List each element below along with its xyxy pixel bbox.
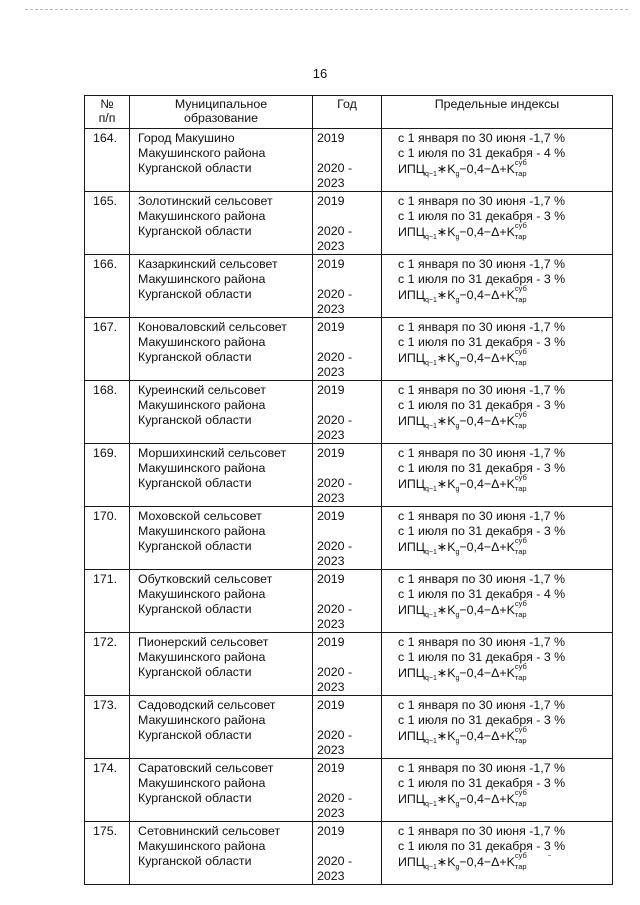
formula-k-indices	[514, 410, 531, 430]
municipality-line: Моховской сельсовет	[138, 509, 262, 523]
year-first: 2019	[317, 572, 345, 586]
formula-mid: ∗K	[436, 414, 456, 428]
formula-k-indices	[514, 536, 531, 556]
row-number: 169.	[85, 444, 130, 507]
formula-k-sup: суб	[514, 221, 527, 230]
table-row	[85, 444, 613, 507]
index-first-half: с 1 января по 30 июня -1,7 %	[398, 194, 566, 208]
formula-base: ИПЦ	[398, 225, 425, 239]
formula-tail: −0,4−Δ+K	[459, 792, 515, 806]
index-first-half: с 1 января по 30 июня -1,7 %	[398, 446, 566, 460]
formula-mid-sub: g	[455, 675, 460, 682]
table-row	[85, 381, 613, 444]
formula-k-sub: тар	[514, 862, 527, 871]
municipality-line: Макушинского района	[138, 587, 266, 601]
indices-cell	[382, 633, 613, 696]
table-row	[85, 507, 613, 570]
formula-k-sub: тар	[514, 736, 527, 745]
index-second-half: с 1 июля по 31 декабря - 3 %	[398, 776, 566, 790]
municipality-line: Курганской области	[138, 287, 252, 301]
year-first: 2019	[317, 194, 345, 208]
formula-k-sub: тар	[514, 295, 527, 304]
row-number: 174.	[85, 759, 130, 822]
municipality-cell	[130, 318, 313, 381]
formula-k-sub: тар	[514, 169, 527, 178]
index-second-half: с 1 июля по 31 декабря - 3 %	[398, 524, 566, 538]
formula-tail: −0,4−Δ+K	[459, 414, 515, 428]
table-header-row	[85, 96, 613, 129]
year-first: 2019	[317, 635, 345, 649]
row-number: 171.	[85, 570, 130, 633]
formula-base-sub: q−1	[424, 486, 437, 493]
index-formula	[398, 473, 612, 497]
header-num: № п/п	[85, 96, 130, 129]
municipality-line: Курганской области	[138, 791, 252, 805]
index-second-half: с 1 июля по 31 декабря - 3 %	[398, 650, 566, 664]
year-cell	[313, 633, 382, 696]
municipality-line: Макушинского района	[138, 650, 266, 664]
municipality-line: Макушинского района	[138, 398, 266, 412]
municipality-line: Саратовский сельсовет	[138, 761, 274, 775]
formula-mid: ∗K	[436, 666, 456, 680]
year-range: 2020 - 2023	[317, 350, 353, 379]
tariff-index-table	[84, 95, 613, 885]
page-number: 16	[312, 66, 328, 81]
indices-cell	[382, 192, 613, 255]
formula-base-sub: q−1	[424, 171, 437, 178]
municipality-line: Курганской области	[138, 539, 252, 553]
formula-k-sup: суб	[514, 158, 527, 167]
year-cell	[313, 318, 382, 381]
year-range: 2020 - 2023	[317, 224, 353, 253]
table-row	[85, 759, 613, 822]
municipality-cell	[130, 192, 313, 255]
year-cell	[313, 381, 382, 444]
formula-mid-sub: g	[455, 486, 460, 493]
year-first: 2019	[317, 761, 345, 775]
scan-edge-artifact	[25, 9, 628, 10]
table-row	[85, 822, 613, 885]
formula-tail: −0,4−Δ+K	[459, 855, 515, 869]
index-formula	[398, 662, 612, 686]
formula-base: ИПЦ	[398, 351, 425, 365]
formula-k-sub: тар	[514, 547, 527, 556]
municipality-line: Пионерский сельсовет	[138, 635, 269, 649]
index-second-half: с 1 июля по 31 декабря - 3 %	[398, 713, 566, 727]
row-number: 170.	[85, 507, 130, 570]
formula-base-sub: q−1	[424, 738, 437, 745]
formula-k-indices	[514, 725, 531, 745]
formula-k-indices	[514, 788, 531, 808]
municipality-line: Макушинского района	[138, 146, 266, 160]
municipality-line: Курганской области	[138, 413, 252, 427]
index-formula	[398, 599, 612, 623]
index-formula	[398, 536, 612, 560]
municipality-cell	[130, 822, 313, 885]
row-number: 165.	[85, 192, 130, 255]
index-formula	[398, 410, 612, 434]
year-cell	[313, 507, 382, 570]
municipality-line: Макушинского района	[138, 209, 266, 223]
header-indices: Предельные индексы	[382, 96, 613, 129]
formula-k-sub: тар	[514, 232, 527, 241]
header-year: Год	[313, 96, 382, 129]
indices-cell	[382, 318, 613, 381]
year-first: 2019	[317, 698, 345, 712]
municipality-line: Коноваловский сельсовет	[138, 320, 287, 334]
table-body	[85, 129, 613, 885]
formula-k-sub: тар	[514, 421, 527, 430]
municipality-cell	[130, 507, 313, 570]
formula-tail: −0,4−Δ+K	[459, 477, 515, 491]
index-first-half: с 1 января по 30 июня -1,7 %	[398, 761, 566, 775]
municipality-line: Казаркинский сельсовет	[138, 257, 278, 271]
indices-cell	[382, 570, 613, 633]
municipality-line: Макушинского района	[138, 839, 266, 853]
municipality-line: Курганской области	[138, 665, 252, 679]
municipality-line: Курганской области	[138, 224, 252, 238]
table-row	[85, 318, 613, 381]
formula-base: ИПЦ	[398, 288, 425, 302]
formula-k-indices	[514, 284, 531, 304]
formula-mid-sub: g	[455, 234, 460, 241]
municipality-cell	[130, 444, 313, 507]
formula-k-indices	[514, 662, 531, 682]
year-cell	[313, 444, 382, 507]
formula-mid: ∗K	[436, 288, 456, 302]
index-second-half: с 1 июля по 31 декабря - 3 %	[398, 461, 566, 475]
formula-mid-sub: g	[455, 297, 460, 304]
formula-base: ИПЦ	[398, 792, 425, 806]
index-first-half: с 1 января по 30 июня -1,7 %	[398, 824, 566, 838]
municipality-cell	[130, 696, 313, 759]
row-number: 167.	[85, 318, 130, 381]
indices-cell	[382, 129, 613, 192]
table-row	[85, 633, 613, 696]
indices-cell	[382, 759, 613, 822]
index-formula	[398, 221, 612, 245]
municipality-line: Золотинский сельсовет	[138, 194, 273, 208]
formula-tail: −0,4−Δ+K	[459, 162, 515, 176]
formula-mid-sub: g	[455, 738, 460, 745]
index-second-half: с 1 июля по 31 декабря - 3 %	[398, 398, 566, 412]
year-range: 2020 - 2023	[317, 602, 353, 631]
year-cell	[313, 822, 382, 885]
year-first: 2019	[317, 383, 345, 397]
formula-base-sub: q−1	[424, 801, 437, 808]
formula-mid-sub: g	[455, 549, 460, 556]
formula-mid: ∗K	[436, 225, 456, 239]
year-range: 2020 - 2023	[317, 476, 353, 505]
formula-base: ИПЦ	[398, 603, 425, 617]
year-first: 2019	[317, 320, 345, 334]
formula-base: ИПЦ	[398, 729, 425, 743]
municipality-line: Куреинский сельсовет	[138, 383, 266, 397]
formula-base-sub: q−1	[424, 234, 437, 241]
formula-k-sup: суб	[514, 410, 527, 419]
municipality-cell	[130, 381, 313, 444]
year-cell	[313, 129, 382, 192]
year-cell	[313, 570, 382, 633]
indices-cell	[382, 822, 613, 885]
municipality-line: Макушинского района	[138, 776, 266, 790]
formula-base: ИПЦ	[398, 477, 425, 491]
formula-mid-sub: g	[455, 423, 460, 430]
formula-mid-sub: g	[455, 801, 460, 808]
formula-mid: ∗K	[436, 729, 456, 743]
municipality-cell	[130, 570, 313, 633]
municipality-line: Макушинского района	[138, 461, 266, 475]
formula-base: ИПЦ	[398, 855, 425, 869]
year-range: 2020 - 2023	[317, 665, 353, 694]
formula-k-sub: тар	[514, 358, 527, 367]
formula-base: ИПЦ	[398, 666, 425, 680]
table-row	[85, 696, 613, 759]
formula-tail: −0,4−Δ+K	[459, 351, 515, 365]
formula-k-sup: суб	[514, 599, 527, 608]
formula-mid-sub: g	[455, 864, 460, 871]
formula-tail: −0,4−Δ+K	[459, 540, 515, 554]
formula-k-sub: тар	[514, 799, 527, 808]
formula-mid: ∗K	[436, 477, 456, 491]
indices-cell	[382, 507, 613, 570]
municipality-line: Курганской области	[138, 350, 252, 364]
indices-cell	[382, 381, 613, 444]
table-row	[85, 192, 613, 255]
municipality-line: Моршихинский сельсовет	[138, 446, 287, 460]
index-first-half: с 1 января по 30 июня -1,7 %	[398, 257, 566, 271]
index-second-half: с 1 июля по 31 декабря - 4 %	[398, 587, 566, 601]
index-second-half: с 1 июля по 31 декабря - 3 %	[398, 335, 566, 349]
municipality-line: Курганской области	[138, 476, 252, 490]
year-cell	[313, 696, 382, 759]
year-range: 2020 - 2023	[317, 791, 353, 820]
formula-base-sub: q−1	[424, 864, 437, 871]
formula-base: ИПЦ	[398, 162, 425, 176]
year-first: 2019	[317, 257, 345, 271]
formula-base: ИПЦ	[398, 414, 425, 428]
year-first: 2019	[317, 824, 345, 838]
formula-k-sup: суб	[514, 536, 527, 545]
index-formula	[398, 347, 612, 371]
formula-mid-sub: g	[455, 171, 460, 178]
formula-k-indices	[514, 599, 531, 619]
formula-mid: ∗K	[436, 162, 456, 176]
index-first-half: с 1 января по 30 июня -1,7 %	[398, 383, 566, 397]
year-first: 2019	[317, 131, 345, 145]
formula-tail: −0,4−Δ+K	[459, 603, 515, 617]
index-first-half: с 1 января по 30 июня -1,7 %	[398, 509, 566, 523]
year-range: 2020 - 2023	[317, 728, 353, 757]
formula-k-sup: суб	[514, 347, 527, 356]
index-formula	[398, 788, 612, 812]
formula-k-indices	[514, 221, 531, 241]
formula-mid: ∗K	[436, 351, 456, 365]
formula-k-indices	[514, 851, 531, 871]
year-first: 2019	[317, 446, 345, 460]
formula-tail: −0,4−Δ+K	[459, 288, 515, 302]
table-row	[85, 570, 613, 633]
formula-base-sub: q−1	[424, 423, 437, 430]
year-cell	[313, 759, 382, 822]
municipality-line: Город Макушино	[138, 131, 235, 145]
index-formula	[398, 725, 612, 749]
formula-mid: ∗K	[436, 855, 456, 869]
formula-tail: −0,4−Δ+K	[459, 729, 515, 743]
municipality-line: Садоводский сельсовет	[138, 698, 276, 712]
formula-k-sup: суб	[514, 473, 527, 482]
year-range: 2020 - 2023	[317, 854, 353, 883]
indices-cell	[382, 255, 613, 318]
municipality-line: Макушинского района	[138, 335, 266, 349]
formula-base-sub: q−1	[424, 549, 437, 556]
year-range: 2020 - 2023	[317, 287, 353, 316]
formula-mid: ∗K	[436, 603, 456, 617]
year-range: 2020 - 2023	[317, 539, 353, 568]
formula-base: ИПЦ	[398, 540, 425, 554]
municipality-line: Макушинского района	[138, 713, 266, 727]
table-row	[85, 255, 613, 318]
municipality-cell	[130, 255, 313, 318]
table-row	[85, 129, 613, 192]
index-second-half: с 1 июля по 31 декабря - 3 %	[398, 272, 566, 286]
index-formula	[398, 284, 612, 308]
index-first-half: с 1 января по 30 июня -1,7 %	[398, 131, 566, 145]
municipality-line: Курганской области	[138, 854, 252, 868]
municipality-line: Курганской области	[138, 602, 252, 616]
formula-k-indices	[514, 158, 531, 178]
formula-tail: −0,4−Δ+K	[459, 225, 515, 239]
municipality-line: Курганской области	[138, 728, 252, 742]
formula-k-sup: суб	[514, 284, 527, 293]
formula-mid: ∗K	[436, 792, 456, 806]
index-formula	[398, 851, 612, 875]
formula-tail: −0,4−Δ+K	[459, 666, 515, 680]
formula-k-sub: тар	[514, 610, 527, 619]
indices-cell	[382, 444, 613, 507]
index-first-half: с 1 января по 30 июня -1,7 %	[398, 320, 566, 334]
formula-k-indices	[514, 473, 531, 493]
formula-base-sub: q−1	[424, 675, 437, 682]
year-cell	[313, 255, 382, 318]
municipality-cell	[130, 759, 313, 822]
formula-mid-sub: g	[455, 612, 460, 619]
formula-k-indices	[514, 347, 531, 367]
year-first: 2019	[317, 509, 345, 523]
index-formula	[398, 158, 612, 182]
municipality-line: Макушинского района	[138, 272, 266, 286]
row-number: 173.	[85, 696, 130, 759]
indices-cell	[382, 696, 613, 759]
row-number: 172.	[85, 633, 130, 696]
year-range: 2020 - 2023	[317, 413, 353, 442]
municipality-line: Макушинского района	[138, 524, 266, 538]
index-second-half: с 1 июля по 31 декабря - 3 %	[398, 839, 566, 853]
formula-k-sub: тар	[514, 673, 527, 682]
municipality-line: Курганской области	[138, 161, 252, 175]
row-number: 175.	[85, 822, 130, 885]
year-range: 2020 - 2023	[317, 161, 353, 190]
formula-k-sup: суб	[514, 851, 527, 860]
formula-k-sup: суб	[514, 662, 527, 671]
row-number: 164.	[85, 129, 130, 192]
index-second-half: с 1 июля по 31 декабря - 4 %	[398, 146, 566, 160]
municipality-cell	[130, 129, 313, 192]
municipality-line: Обутковский сельсовет	[138, 572, 273, 586]
municipality-cell	[130, 633, 313, 696]
formula-base-sub: q−1	[424, 360, 437, 367]
index-first-half: с 1 января по 30 июня -1,7 %	[398, 572, 566, 586]
formula-base-sub: q−1	[424, 612, 437, 619]
formula-mid-sub: g	[455, 360, 460, 367]
municipality-line: Сетовнинский сельсовет	[138, 824, 281, 838]
scan-speck	[548, 855, 551, 856]
formula-k-sup: суб	[514, 725, 527, 734]
row-number: 166.	[85, 255, 130, 318]
index-first-half: с 1 января по 30 июня -1,7 %	[398, 698, 566, 712]
formula-k-sup: суб	[514, 788, 527, 797]
formula-mid: ∗K	[436, 540, 456, 554]
year-cell	[313, 192, 382, 255]
index-second-half: с 1 июля по 31 декабря - 3 %	[398, 209, 566, 223]
formula-k-sub: тар	[514, 484, 527, 493]
header-municipality: Муниципальное образование	[130, 96, 313, 129]
row-number: 168.	[85, 381, 130, 444]
formula-base-sub: q−1	[424, 297, 437, 304]
index-first-half: с 1 января по 30 июня -1,7 %	[398, 635, 566, 649]
